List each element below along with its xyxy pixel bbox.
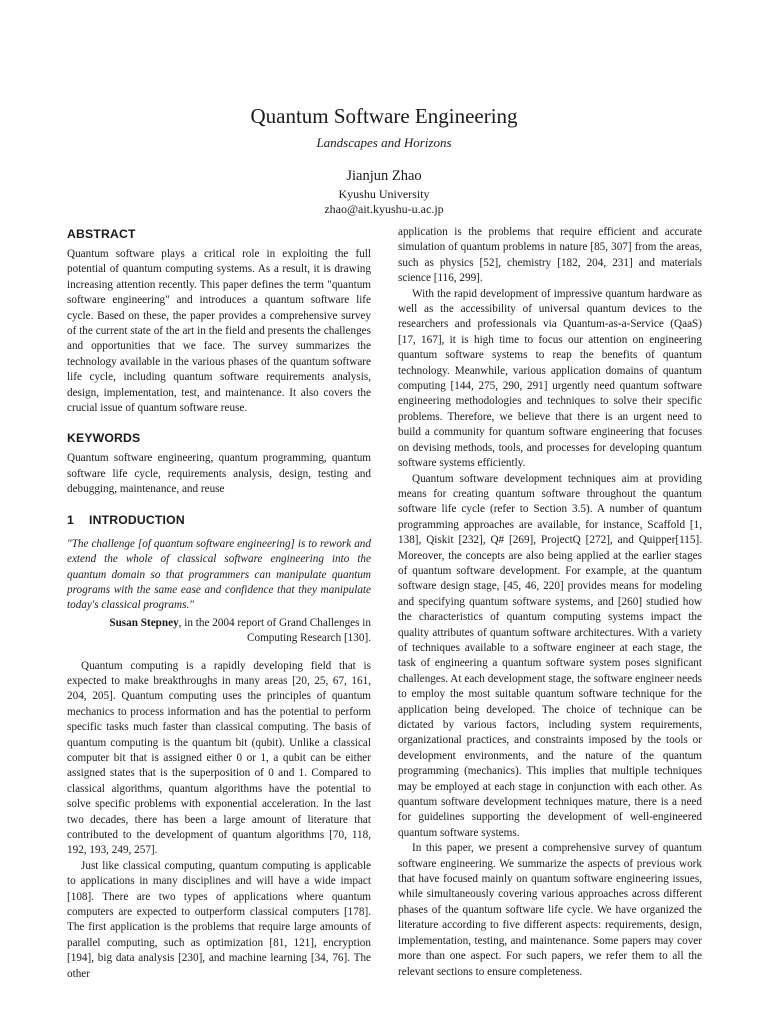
paper-subtitle: Landscapes and Horizons [316, 135, 452, 150]
keywords-heading: KEYWORDS [67, 431, 141, 446]
author-affiliation: Kyushu University [338, 187, 430, 201]
right-column [398, 225, 702, 980]
abstract-text: Quantum software plays a critical role in exploiting the full potential of quantum computing systems. As a result, it is drawing increasing attention recently. This paper defines the term "quantum software engineering" and introduces a quantum software life cycle. Based on these, the paper provides a comprehensive survey of the current state of the art in the field and presents the challenges and opportunities that we face. The survey summarizes the technology available in the various phases of the quantum software life cycle, including quantum software requirements analysis, design, implementation, test, and maintenance. It also covers the crucial issue of quantum software reuse. [67, 248, 371, 415]
intro-paragraph-5: In this paper, we present a comprehensive survey of quantum software engineering. We summarize the aspects of previous work that have focused mainly on quantum software engineering issues, while simultaneously covering various approaches across different phases of the quantum software life cycle. We have organized the literature according to five different aspects: requirements, design, implementation, testing, and maintenance. Some papers may cover more than one aspect. For such papers, we refer them to all the relevant sections to ensure completeness. [398, 842, 702, 978]
quote-author: Susan Stepney [109, 616, 179, 629]
epigraph-quote: "The challenge [of quantum software engineering] is to rework and extend the whole of classical software engineering into the quantum domain so that programmers can manipulate quantum programs with the same ease and confidence that they manipulate today's classical programs." [67, 537, 371, 612]
author-email: zhao@ait.kyushu-u.ac.jp [324, 202, 444, 216]
quote-source: , in the 2004 report of Grand Challenges in Computing Research [130]. [178, 616, 371, 645]
author-name: Jianjun Zhao [346, 168, 422, 184]
section-number: 1 [67, 512, 74, 527]
intro-paragraph-3: With the rapid development of impressive quantum hardware as well as the accessibility of universal quantum devices to the researchers and professionals via Quantum-as-a-Service (QaaS) [17, 167], it is high time to focus our attention on engineering quantum software systems to reap the benefits of quantum technology. Meanwhile, various application domains of quantum computing [144, 275, 290, 291] urgently need quantum software engineering methodologies and techniques to solve their specific problems. Therefore, we believe that there is an urgent need to build a community for quantum software engineering that focuses on devising methods, tools, and processes for developing quantum software systems efficiently. [398, 287, 702, 470]
abstract-heading: ABSTRACT [67, 227, 136, 241]
intro-paragraph-2: Just like classical computing, quantum computing is applicable to applications in many disciplines and will have a wide impact [108]. There are two types of applications where quantum computers are expected to outperform classical computers [178]. The first application is the problems that require large amounts of parallel computing, such as optimization [81, 121], encryption [194], big data analysis [230], and machine learning [34, 76]. The other [67, 859, 371, 980]
epigraph-attribution [67, 616, 371, 647]
intro-paragraph-4: Quantum software development techniques aim at providing means for creating quantum software throughout the quantum software life cycle (refer to Section 3.5). A number of quantum programming approaches are available, for instance, Scaffold [1, 138], Qiskit [232], Q# [269], ProjectQ [272], and Quipper[115]. Moreover, the concepts are also being applied at the earlier stages of quantum software development. For example, at the quantum software design stage, [45, 46, 220] provides means for modeling and specifying quantum software systems, and [260] studied how the characteristics of quantum computing systems impact the quality attributes of quantum software architectures. With a variety of techniques available to a software engineer at each stage, the task of engineering a quantum software system poses significant challenges. At each development stage, the software engineer needs to employ the most suitable quantum software technique for the application being developed. The choice of technique can be dictated by various factors, including system requirements, organizational practices, and constraints imposed by the tools or development environments, and the nature of the quantum programming (mechanics). This implies that multiple techniques may be employed at each stage in conjunction with each other. As quantum software development techniques mature, there is a need for guidelines supporting the development of well-engineered quantum software systems. [398, 472, 702, 839]
left-column [67, 225, 371, 982]
keywords-text: Quantum software engineering, quantum programming, quantum software life cycle, requirements analysis, design, testing and debugging, maintenance, and reuse [67, 452, 371, 496]
intro-paragraph-continued: application is the problems that require efficient and accurate simulation of quantum problems in nature [85, 307] from the areas, such as physics [52], chemistry [182, 204, 231] and materials science [116, 299]. [398, 226, 702, 285]
paper-header [0, 100, 768, 217]
section-title: INTRODUCTION [89, 512, 185, 527]
introduction-heading [67, 511, 371, 529]
paper-title: Quantum Software Engineering [250, 104, 518, 128]
intro-paragraph-1: Quantum computing is a rapidly developing field that is expected to make breakthroughs in many areas [20, 25, 67, 161, 204, 205]. Quantum computing uses the principles of quantum mechanics to process information and has the potential to perform specific tasks much faster than classical computing. The basis of quantum computing is the quantum bit (qubit). Unlike a classical computer bit that is assigned either 0 or 1, a qubit can be either assigned states that is the superposition of 0 and 1. Compared to classical algorithms, quantum algorithms have the potential to solve specific problems with exponential acceleration. In the last two decades, there has been a large amount of literature that contributed to the development of quantum algorithms [70, 118, 192, 193, 249, 257]. [67, 659, 371, 857]
